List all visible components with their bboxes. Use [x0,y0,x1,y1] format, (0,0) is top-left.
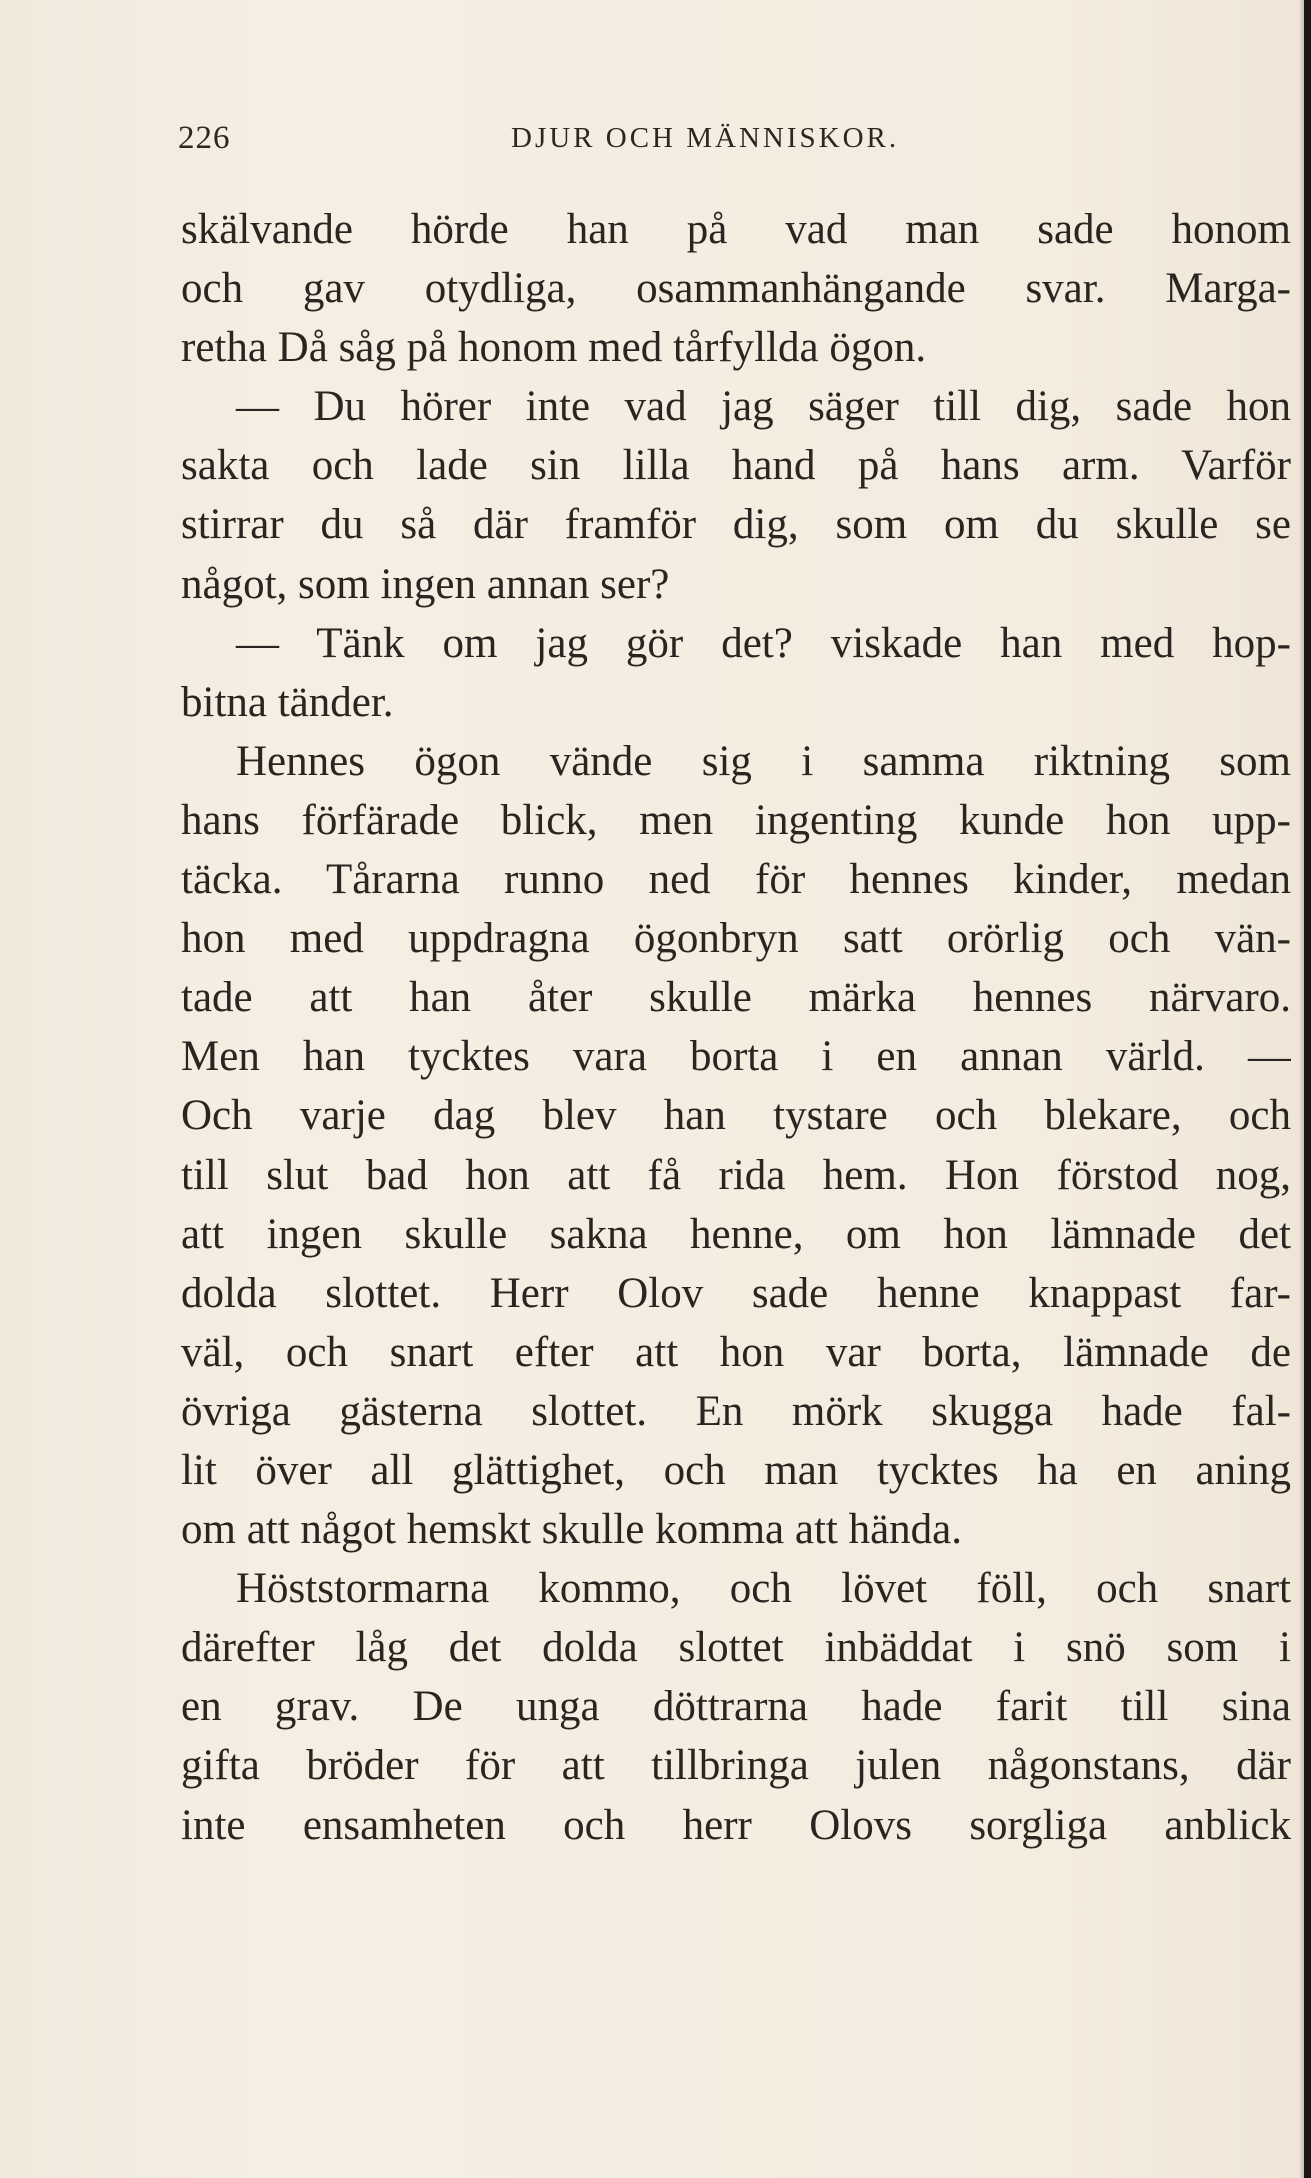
text-line: Hennes ögon vände sig i samma riktning som [236,737,1291,785]
text-line: gifta bröder för att tillbringa julen någonstans, där [181,1742,1291,1790]
text-line: — Tänk om jag gör det? viskade han med hop- [236,619,1291,667]
running-head [178,118,1288,158]
text-line: övriga gästerna slottet. En mörk skugga hade fal- [181,1387,1291,1435]
text-line: dolda slottet. Herr Olov sade henne knappast far- [181,1269,1291,1317]
text-line: en grav. De unga döttrarna hade farit till sina [181,1683,1291,1731]
text-line: skälvande hörde han på vad man sade honom [181,206,1291,253]
text-line: bitna tänder. [181,678,394,726]
text-line: något, som ingen annan ser? [181,560,670,608]
text-line: och gav otydliga, osammanhängande svar. Marga- [181,265,1291,313]
body-text [181,200,1291,1855]
page-edge [1304,0,1311,2178]
text-line: sakta och lade sin lilla hand på hans arm. Varför [181,442,1291,490]
text-line: Höststormarna kommo, och lövet föll, och snart [236,1565,1291,1613]
text-line: inte ensamheten och herr Olovs sorgliga anblick [181,1801,1291,1849]
text-line: Och varje dag blev han tystare och blekare, och [181,1092,1291,1140]
page-number: 226 [178,120,231,156]
text-line: lit över all glättighet, och man tycktes ha en aning [181,1446,1291,1494]
text-line: tade att han åter skulle märka hennes närvaro. [181,974,1291,1022]
text-line: att ingen skulle sakna henne, om hon lämnade det [181,1210,1291,1258]
text-line: Men han tycktes vara borta i en annan värld. — [181,1033,1291,1081]
text-line: till slut bad hon att få rida hem. Hon förstod nog, [181,1151,1291,1199]
text-line: därefter låg det dolda slottet inbäddat i snö som i [181,1624,1291,1672]
text-line: retha Då såg på honom med tårfyllda ögon. [181,324,927,372]
running-title: DJUR OCH MÄNNISKOR. [511,122,900,154]
text-line: stirrar du så där framför dig, som om du skulle se [181,501,1291,549]
text-line: om att något hemskt skulle komma att hända. [181,1506,963,1554]
text-line: täcka. Tårarna runno ned för hennes kinder, medan [181,856,1291,904]
text-line: hon med uppdragna ögonbryn satt orörlig och vän- [181,915,1291,963]
text-line: väl, och snart efter att hon var borta, lämnade de [181,1328,1291,1376]
text-line: hans förfärade blick, men ingenting kunde hon upp- [181,796,1291,844]
text-line: — Du hörer inte vad jag säger till dig, sade hon [236,383,1291,431]
